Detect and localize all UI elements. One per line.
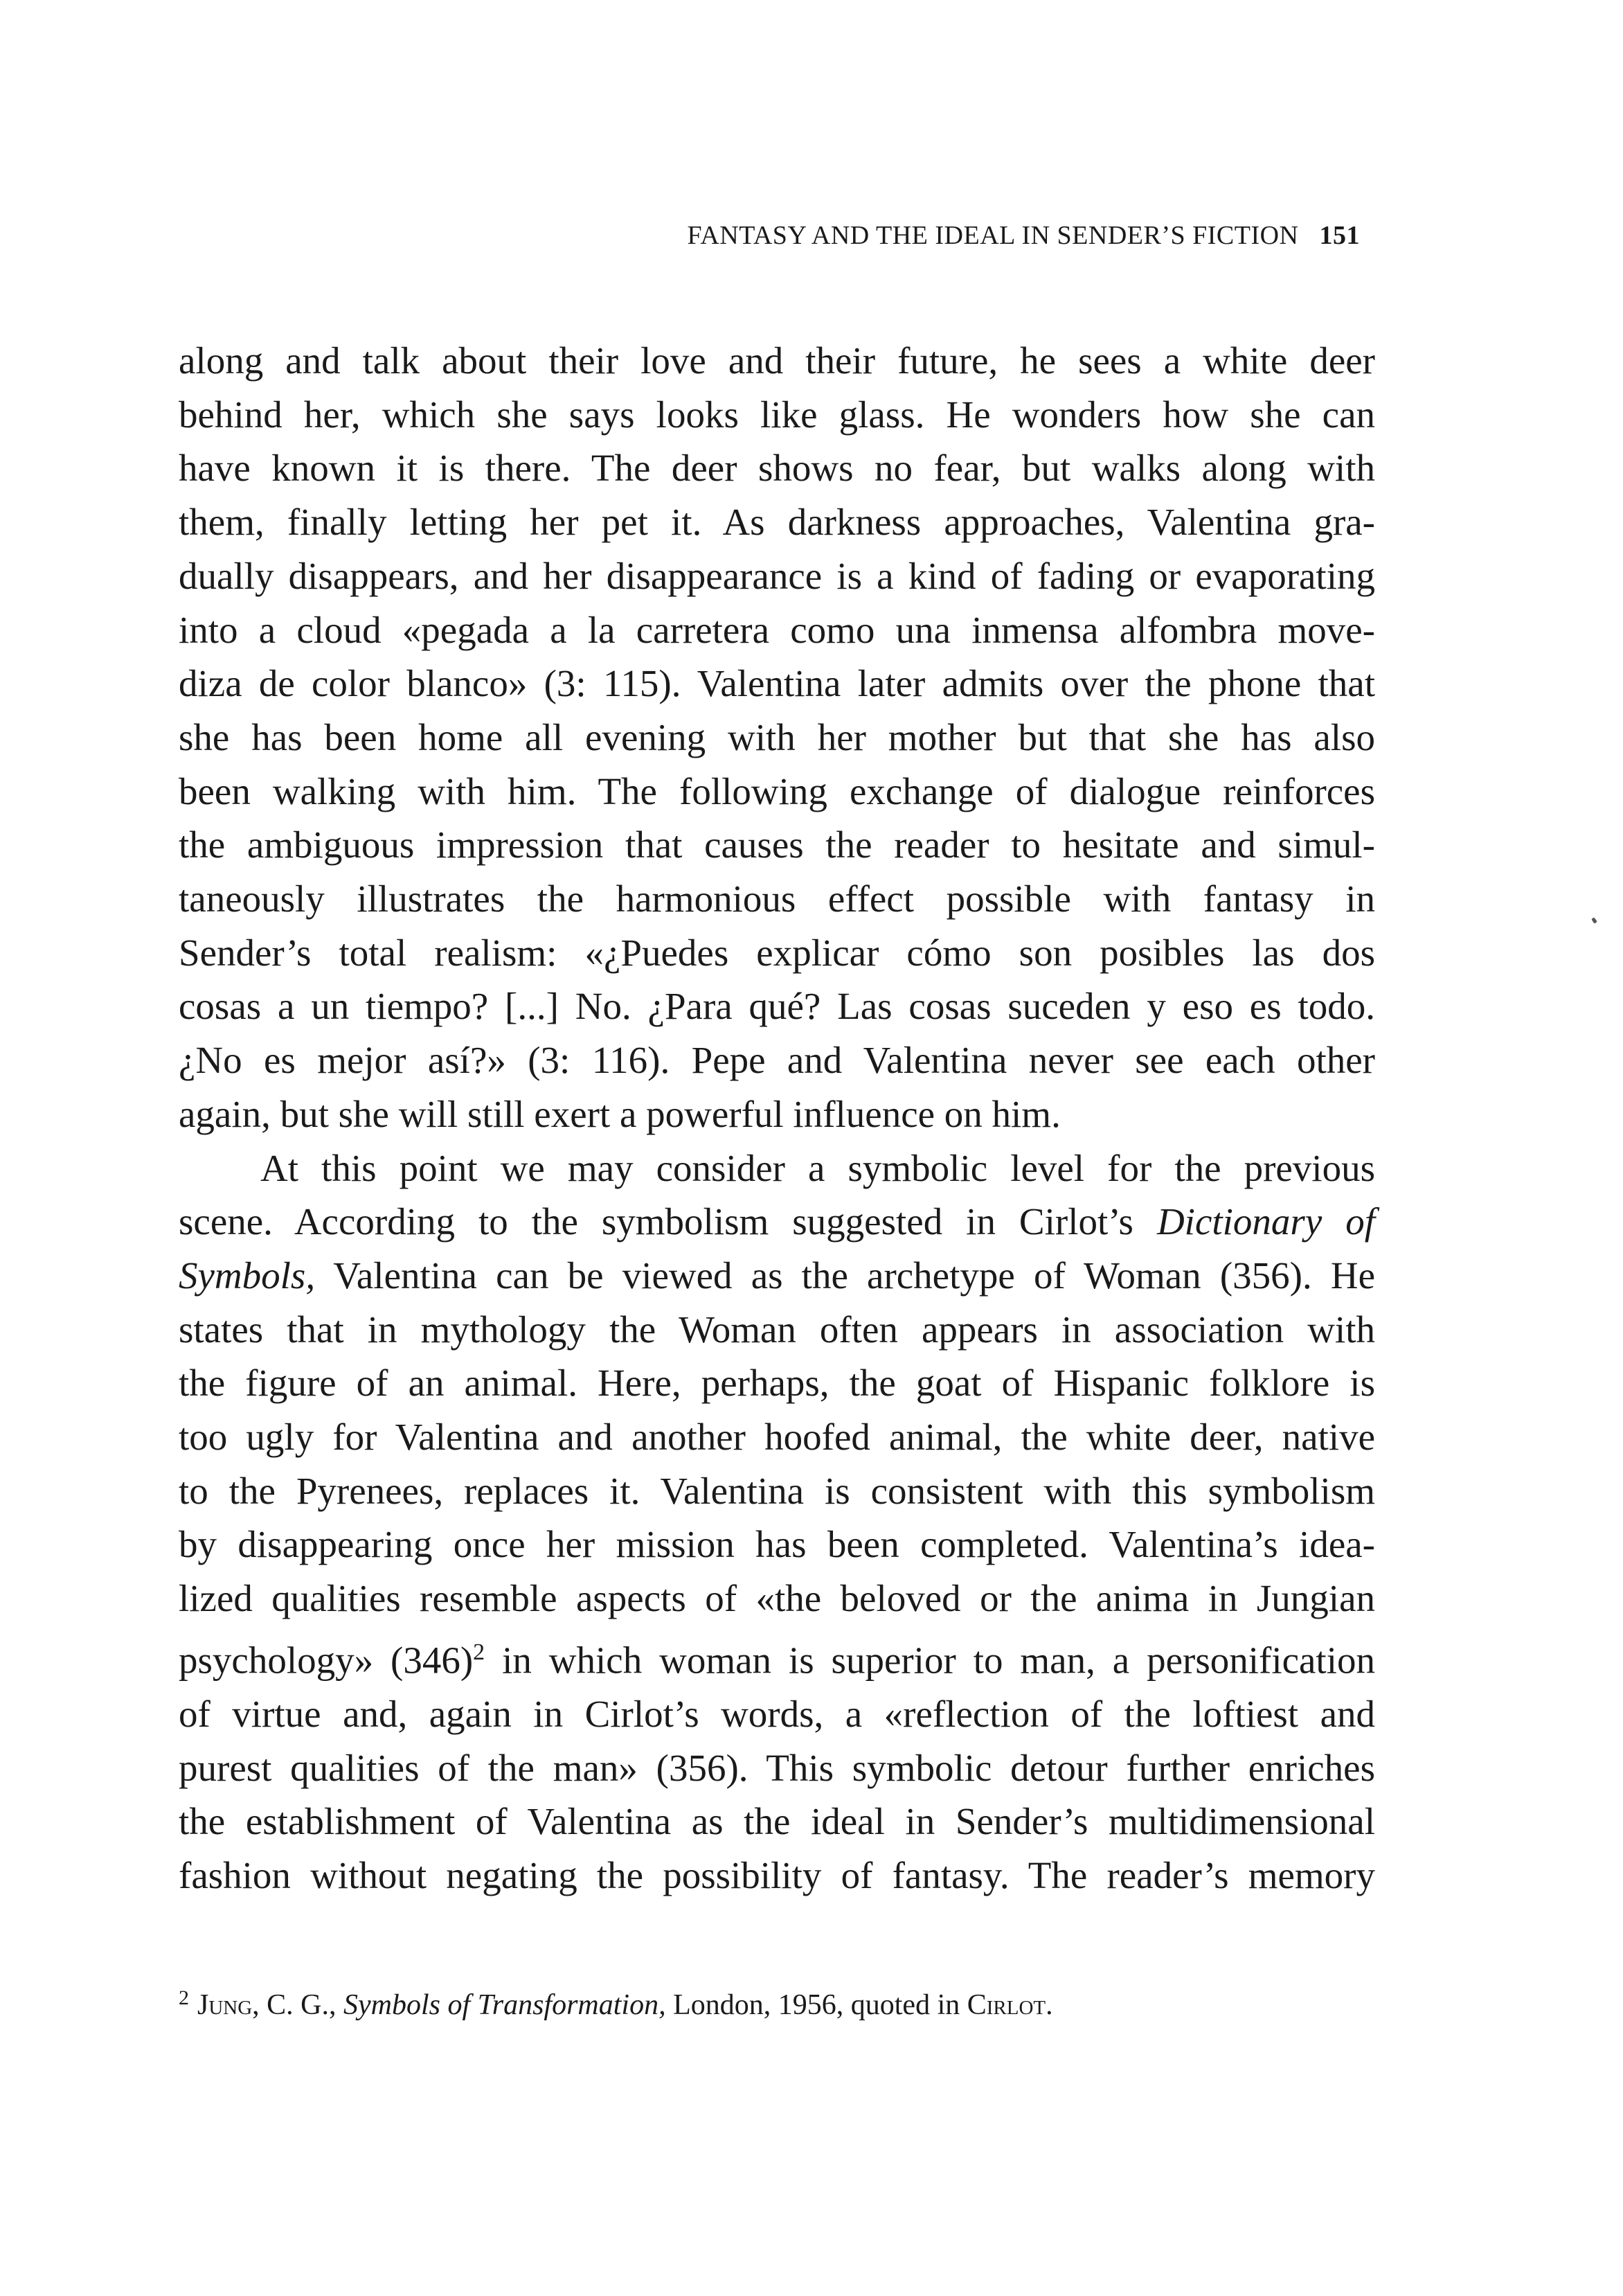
text-line	[179, 1626, 1375, 1687]
footnote-source: Cirlot.	[967, 1989, 1053, 2021]
text-line: been walking with him. The following exchange of dialogue reinforces	[179, 769, 1375, 812]
text-segment: psychology» (346)	[179, 1639, 474, 1682]
footnote-text: London, 1956, quoted in	[673, 1989, 960, 2021]
text-line: to the Pyrenees, replaces it. Valentina is consistent with this symbolism	[179, 1469, 1375, 1512]
text-line: purest qualities of the man» (356). This symbolic detour further enriches	[179, 1746, 1375, 1789]
text-line: lized qualities resemble aspects of «the beloved or the anima in Jungian	[179, 1577, 1375, 1620]
book-title: Symbols,	[179, 1254, 316, 1297]
text-line: along and talk about their love and their future, he sees a white deer	[179, 339, 1375, 382]
footnote-marker: 2	[179, 1986, 189, 2009]
text-line: too ugly for Valentina and another hoofed animal, the white deer, native	[179, 1416, 1375, 1459]
running-head	[688, 220, 1361, 251]
body-text	[179, 334, 1375, 1903]
text-line: the figure of an animal. Here, perhaps, the goat of Hispanic folklore is	[179, 1362, 1375, 1405]
text-line: behind her, which she says looks like glass. He wonders how she can	[179, 393, 1375, 436]
text-line	[179, 1195, 1375, 1249]
text-segment: scene. According to the symbolism suggested in Cirlot’s	[179, 1200, 1133, 1243]
book-title: Dictionary of	[1156, 1200, 1375, 1243]
running-title: FANTASY AND THE IDEAL IN SENDER’S FICTION	[687, 221, 1299, 250]
text-line: ¿No es mejor así?» (3: 116). Pepe and Valentina never see each other	[179, 1039, 1375, 1082]
text-line: into a cloud «pegada a la carretera como una inmensa alfombra move-	[179, 608, 1375, 651]
text-line	[179, 1249, 1375, 1303]
text-line: cosas a un tiempo? [...] No. ¿Para qué? Las cosas suceden y eso es todo.	[179, 985, 1375, 1028]
text-line: dually disappears, and her disappearance is a kind of fading or evaporating	[179, 554, 1375, 597]
page-number: 151	[1319, 221, 1360, 250]
text-line: Sender’s total realism: «¿Puedes explicar cómo son posibles las dos	[179, 931, 1375, 974]
text-segment: in which woman is superior to man, a personification	[502, 1639, 1375, 1682]
paragraph-start-line: At this point we may consider a symbolic level for the previous	[260, 1146, 1375, 1189]
text-line: the establishment of Valentina as the ideal in Sender’s multidimensional	[179, 1800, 1375, 1843]
scan-speck	[1591, 917, 1597, 923]
footnote	[179, 1986, 1053, 2022]
paragraph-end-line: again, but she will still exert a powerful influence on him.	[179, 1092, 1061, 1135]
text-line: diza de color blanco» (3: 115). Valentina later admits over the phone that	[179, 662, 1375, 705]
text-line: by disappearing once her mission has been completed. Valentina’s idea-	[179, 1523, 1375, 1566]
text-line: states that in mythology the Woman often appears in association with	[179, 1308, 1375, 1351]
text-line: fashion without negating the possibility of fantasy. The reader’s memory	[179, 1854, 1375, 1897]
footnote-title: Symbols of Transformation,	[343, 1989, 666, 2021]
text-line: she has been home all evening with her mother but that she has also	[179, 715, 1375, 758]
text-line: have known it is there. The deer shows no fear, but walks along with	[179, 447, 1375, 490]
text-line: the ambiguous impression that causes the reader to hesitate and simul-	[179, 824, 1375, 866]
footnote-author: Jung, C. G.,	[197, 1989, 337, 2021]
footnote-reference: 2	[473, 1639, 485, 1665]
text-segment: Valentina can be viewed as the archetype of Woman (356). He	[333, 1254, 1375, 1297]
text-line: taneously illustrates the harmonious effect possible with fantasy in	[179, 878, 1375, 920]
text-line: of virtue and, again in Cirlot’s words, a «reflection of the loftiest and	[179, 1692, 1375, 1735]
text-line: them, finally letting her pet it. As darkness approaches, Valentina gra-	[179, 501, 1375, 544]
